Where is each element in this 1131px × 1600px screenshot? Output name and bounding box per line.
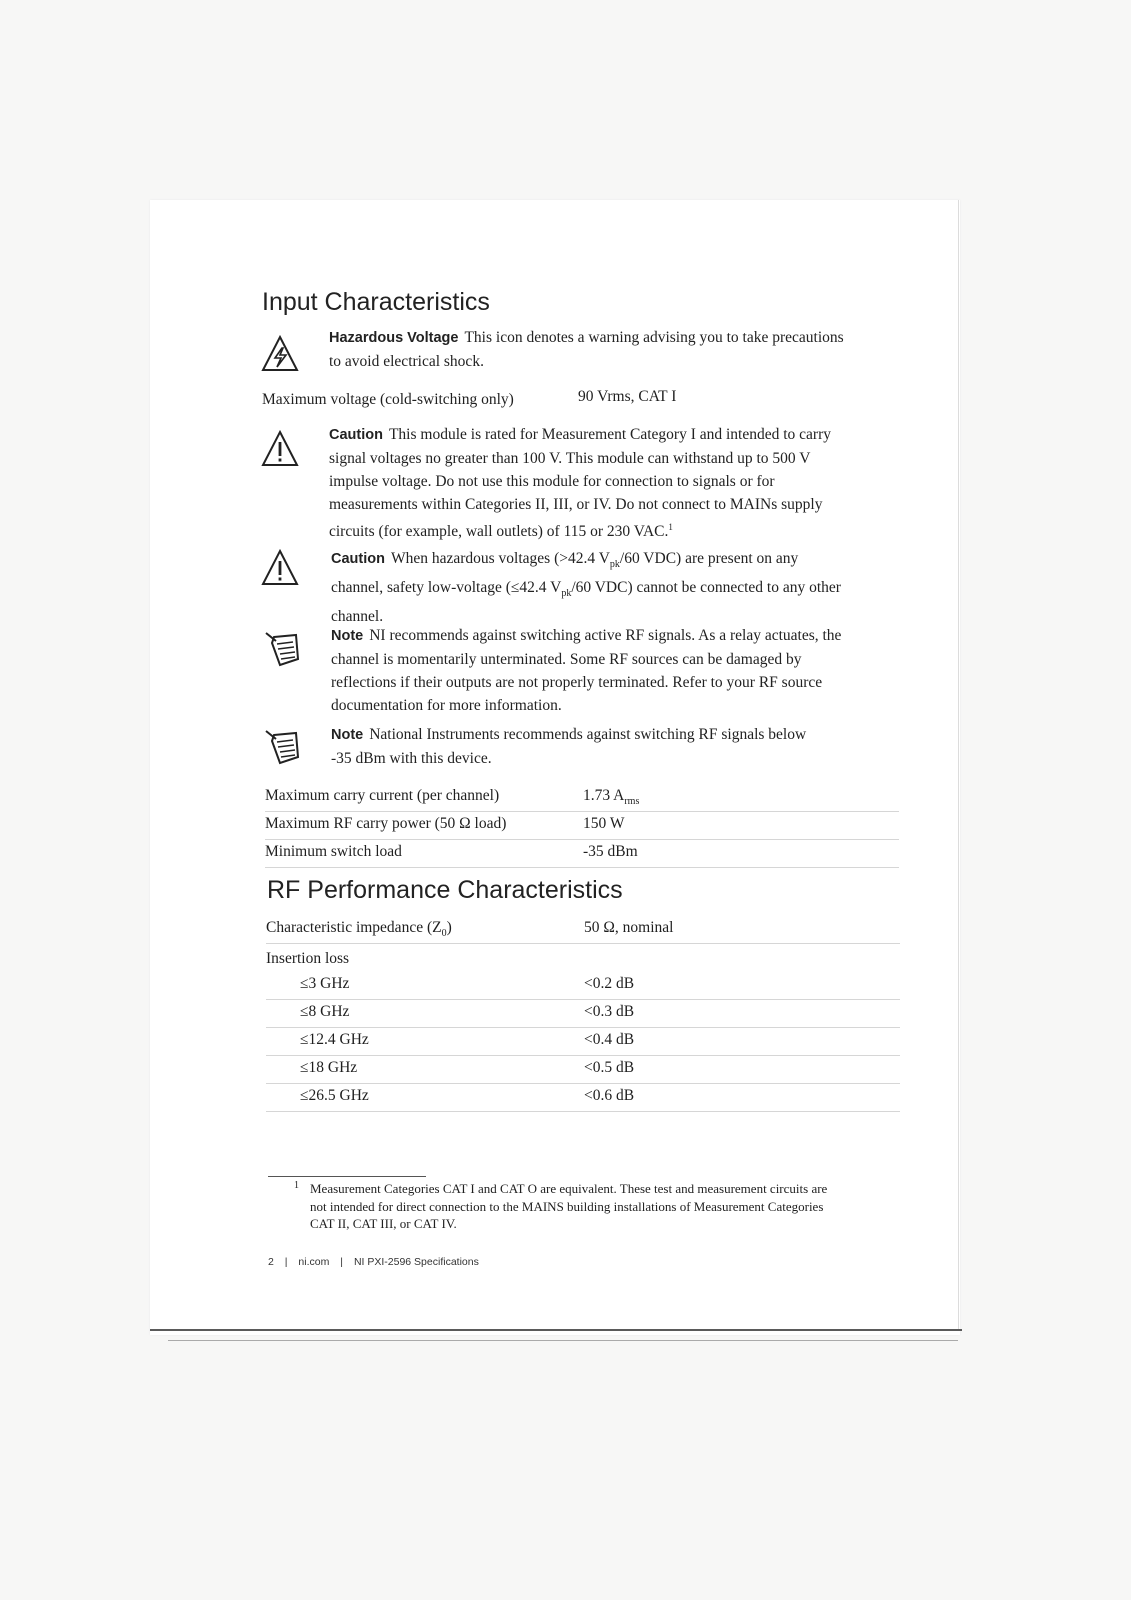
caution1-text-3: impulse voltage. Do not use this module for connection to signals or for xyxy=(329,473,775,490)
caution-label-1: Caution xyxy=(329,427,383,443)
caution-label-2: Caution xyxy=(331,551,385,567)
hazard-notice xyxy=(329,326,901,373)
caution2-text-2b: /60 VDC) cannot be connected to any other xyxy=(571,579,841,597)
table-row xyxy=(266,972,900,1000)
loss-value: <0.3 dB xyxy=(584,1003,635,1020)
caution-notice-2 xyxy=(331,547,911,628)
freq-label: ≤3 GHz xyxy=(300,975,350,992)
spec-value: 50 Ω, nominal xyxy=(584,919,674,936)
table-row xyxy=(266,1000,900,1028)
note1-text-3: reflections if their outputs are not properly terminated. Refer to your RF source xyxy=(331,674,823,691)
spec-label xyxy=(266,919,452,939)
caution2-text-1a: When hazardous voltages (>42.4 V xyxy=(390,550,610,567)
table-row xyxy=(266,1084,900,1112)
carry-current-unit: rms xyxy=(624,796,640,808)
table-row xyxy=(266,1028,900,1056)
caution2-sub-1: pk xyxy=(609,559,620,571)
table-row xyxy=(266,1056,900,1084)
note-icon xyxy=(262,727,302,767)
caution1-text-1: This module is rated for Measurement Category I and intended to carry xyxy=(388,426,832,443)
note-notice-2 xyxy=(331,723,911,770)
spec-value xyxy=(583,787,639,807)
spec-value: 150 W xyxy=(583,815,625,832)
section-title-input: Input Characteristics xyxy=(262,288,490,316)
max-voltage-value: 90 Vrms, CAT I xyxy=(578,388,677,405)
page-edge-shadow xyxy=(168,1340,958,1341)
loss-value: <0.6 dB xyxy=(584,1087,635,1104)
note-notice-1 xyxy=(331,624,911,717)
section-title-rf: RF Performance Characteristics xyxy=(267,876,623,904)
note-icon xyxy=(262,629,302,669)
footnote-text xyxy=(310,1180,910,1233)
footnote-line-3: CAT II, CAT III, or CAT IV. xyxy=(310,1216,457,1231)
note1-text-2: channel is momentarily unterminated. Some RF sources can be damaged by xyxy=(331,651,802,668)
spec-label: Maximum RF carry power (50 Ω load) xyxy=(265,815,507,832)
loss-value: <0.2 dB xyxy=(584,975,635,992)
carry-current-value: 1.73 A xyxy=(583,787,625,804)
spec-label: Minimum switch load xyxy=(265,843,402,860)
hazard-label: Hazardous Voltage xyxy=(329,330,459,346)
page-edge-bottom xyxy=(150,1329,962,1331)
note1-text-1: NI recommends against switching active RF signals. As a relay actuates, the xyxy=(369,627,842,644)
spec-row-min-load xyxy=(265,840,899,868)
caution1-text-4: measurements within Categories II, III, or IV. Do not connect to MAINs supply xyxy=(329,496,823,513)
spec-row-rf-power xyxy=(265,812,899,840)
impedance-label-a: Characteristic impedance (Z xyxy=(266,919,442,936)
freq-label: ≤8 GHz xyxy=(300,1003,350,1020)
footer-site-link[interactable]: ni.com xyxy=(298,1256,330,1268)
footer-separator: | xyxy=(340,1256,344,1268)
impedance-label-sub: 0 xyxy=(441,928,447,940)
footer-separator: | xyxy=(284,1256,288,1268)
caution2-text-1b: /60 VDC) are present on any xyxy=(619,550,799,567)
footnote-rule xyxy=(268,1176,426,1177)
page-number: 2 xyxy=(268,1256,274,1268)
hazard-text-1: This icon denotes a warning advising you to take precautions xyxy=(464,329,844,346)
footnote-mark: 1 xyxy=(294,1180,299,1191)
spec-label: Maximum carry current (per channel) xyxy=(265,787,500,804)
spec-row-carry-current xyxy=(265,784,899,812)
footer-doc-title: NI PXI-2596 Specifications xyxy=(353,1256,479,1268)
hazard-text-2: to avoid electrical shock. xyxy=(329,353,484,370)
footnote-ref[interactable]: 1 xyxy=(668,522,673,532)
footnote-line-2: not intended for direct connection to the MAINS building installations of Measurement Categories xyxy=(310,1198,824,1214)
loss-value: <0.4 dB xyxy=(584,1031,635,1048)
note2-text-2: -35 dBm with this device. xyxy=(331,750,492,767)
insertion-loss-label: Insertion loss xyxy=(266,950,350,967)
impedance-label-b: ) xyxy=(446,919,452,936)
footnote-line-1: Measurement Categories CAT I and CAT O are equivalent. These test and measurement circuits are xyxy=(310,1181,828,1196)
caution2-text-3: channel. xyxy=(331,608,384,626)
note2-text-1: National Instruments recommends against switching RF signals below xyxy=(369,726,807,743)
hazardous-voltage-icon xyxy=(260,334,300,374)
page-footer xyxy=(268,1256,487,1268)
freq-label: ≤26.5 GHz xyxy=(300,1087,369,1104)
caution-icon xyxy=(260,548,300,588)
note-label-2: Note xyxy=(331,727,364,743)
caution1-text-2: signal voltages no greater than 100 V. This module can withstand up to 500 V xyxy=(329,450,811,467)
note-label-1: Note xyxy=(331,628,364,644)
spec-row-impedance xyxy=(266,916,900,944)
spec-value: -35 dBm xyxy=(583,843,638,860)
max-voltage-label: Maximum voltage (cold-switching only) xyxy=(262,391,514,408)
caution-notice-1 xyxy=(329,423,909,543)
freq-label: ≤12.4 GHz xyxy=(300,1031,369,1048)
caution-icon xyxy=(260,429,300,469)
caution2-text-2a: channel, safety low-voltage (≤42.4 V xyxy=(331,579,562,597)
caution1-text-5: circuits (for example, wall outlets) of 115 or 230 VAC. xyxy=(329,523,669,541)
note1-text-4: documentation for more information. xyxy=(331,697,562,714)
freq-label: ≤18 GHz xyxy=(300,1059,358,1076)
caution2-sub-2: pk xyxy=(561,588,572,600)
loss-value: <0.5 dB xyxy=(584,1059,635,1076)
page-edge-right xyxy=(958,200,959,1330)
